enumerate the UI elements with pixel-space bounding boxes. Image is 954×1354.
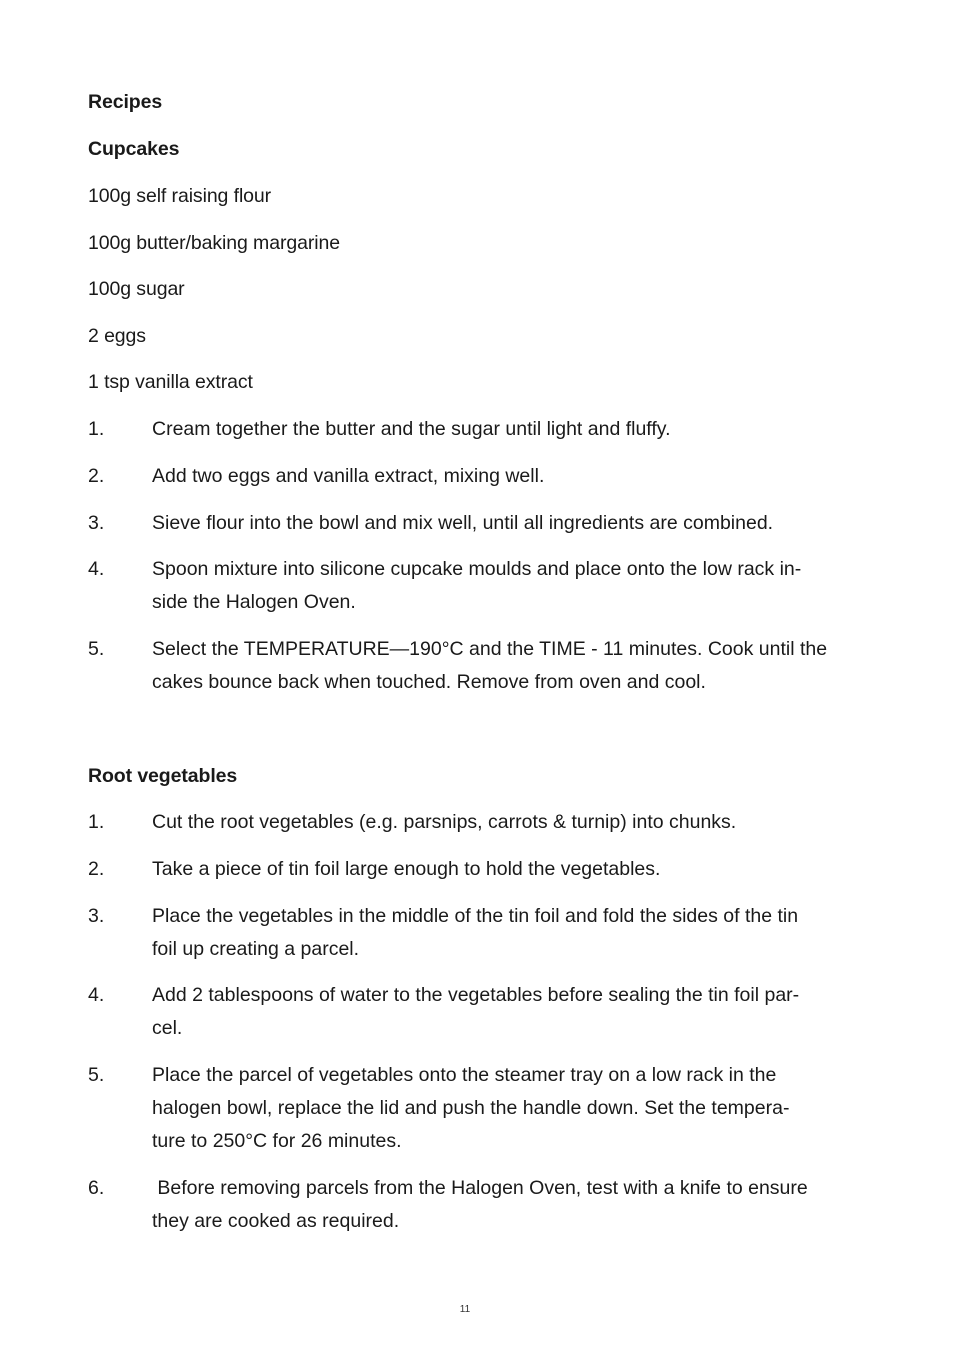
page-heading: Recipes [88,91,163,113]
cupcake-step [152,507,872,540]
cupcake-step [152,633,872,699]
cupcake-step [152,413,872,446]
step-number: 6. [88,1177,105,1199]
cupcake-step [152,553,872,619]
step-number: 3. [88,512,105,534]
step-line: Cut the root vegetables (e.g. parsnips, carrots & turnip) into chunks. [152,811,737,833]
step-number: 3. [88,905,105,927]
step-line: cel. [152,1017,183,1039]
vegetable-step [152,806,872,839]
ingredient-item: 100g self raising flour [88,185,272,207]
step-line: Spoon mixture into silicone cupcake moulds and place onto the low rack in- [152,558,802,580]
step-line: foil up creating a parcel. [152,938,360,960]
step-line: ture to 250°C for 26 minutes. [152,1130,402,1152]
step-number: 4. [88,984,105,1006]
step-line: cakes bounce back when touched. Remove from oven and cool. [152,671,706,693]
step-line: halogen bowl, replace the lid and push the handle down. Set the tempera- [152,1097,790,1119]
ingredient-item: 1 tsp vanilla extract [88,371,253,393]
vegetable-step [152,900,872,966]
step-number: 1. [88,418,105,440]
step-line: Cream together the butter and the sugar until light and fluffy. [152,418,671,440]
step-number: 1. [88,811,105,833]
vegetable-step [152,1059,872,1158]
cupcakes-title: Cupcakes [88,138,180,160]
vegetable-step [152,979,872,1045]
cupcake-step [152,460,872,493]
step-line: Add 2 tablespoons of water to the vegetables before sealing the tin foil par- [152,984,800,1006]
step-number: 2. [88,465,105,487]
ingredient-item: 2 eggs [88,325,146,347]
vegetable-step [152,853,872,886]
step-line: Take a piece of tin foil large enough to hold the vegetables. [152,858,661,880]
page-number: 11 [459,1304,471,1315]
root-vegetables-title: Root vegetables [88,765,238,787]
step-line: side the Halogen Oven. [152,591,356,613]
vegetable-step [152,1172,872,1238]
step-number: 5. [88,1064,105,1086]
step-line: Select the TEMPERATURE—190°C and the TIME - 11 minutes. Cook until the [152,638,828,660]
step-line: Place the vegetables in the middle of the tin foil and fold the sides of the tin [152,905,799,927]
step-number: 5. [88,638,105,660]
ingredient-item: 100g sugar [88,278,185,300]
step-line: Place the parcel of vegetables onto the steamer tray on a low rack in the [152,1064,777,1086]
step-line: Sieve flour into the bowl and mix well, until all ingredients are combined. [152,512,774,534]
step-line: Before removing parcels from the Halogen Oven, test with a knife to ensure [152,1177,808,1199]
step-line: Add two eggs and vanilla extract, mixing well. [152,465,545,487]
step-number: 2. [88,858,105,880]
step-number: 4. [88,558,105,580]
step-line: they are cooked as required. [152,1210,400,1232]
ingredient-item: 100g butter/baking margarine [88,232,340,254]
